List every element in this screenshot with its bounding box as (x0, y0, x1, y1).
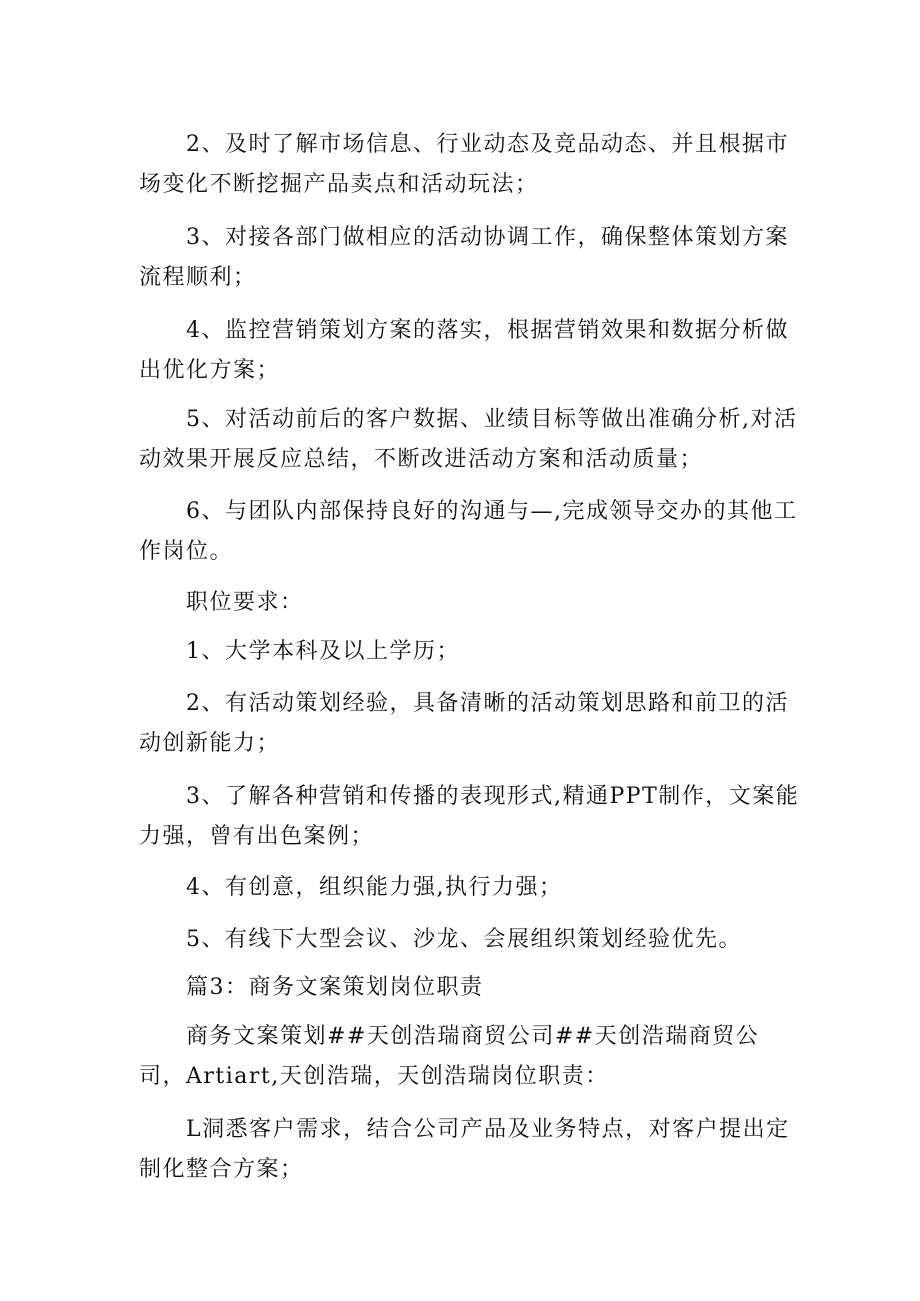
paragraph-duty-5 (139, 400, 798, 480)
paragraph-company (139, 1017, 789, 1097)
text-line: 司，Artiart,天创浩瑞，天创浩瑞岗位职责： (139, 1064, 609, 1089)
heading-job-requirements (139, 583, 789, 623)
text-line: 3、对接各部门做相应的活动协调工作，确保整体策划方案 (186, 225, 789, 250)
paragraph-req-3 (139, 777, 800, 857)
text-line: L洞悉客户需求，结合公司产品及业务特点，对客户提出定 (186, 1117, 790, 1142)
paragraph-req-5 (139, 920, 789, 960)
text-line: 1、大学本科及以上学历； (186, 639, 460, 664)
section-heading (139, 968, 789, 1008)
text-line: 出优化方案； (139, 358, 281, 383)
text-line: 3、了解各种营销和传播的表现形式,精通PPT制作，文案能 (186, 784, 800, 809)
paragraph-req-4 (139, 868, 789, 908)
text-line: 2、及时了解市场信息、行业动态及竞品动态、并且根据市 (186, 132, 789, 157)
paragraph-req-1 (139, 632, 789, 672)
paragraph-duty-3 (139, 218, 789, 298)
text-line: 流程顺利； (139, 265, 257, 290)
text-line: 4、监控营销策划方案的落实，根据营销效果和数据分析做 (186, 318, 789, 343)
text-line: 篇3：商务文案策划岗位职责 (186, 975, 484, 1000)
text-line: 制化整合方案； (139, 1157, 304, 1182)
text-line: 商务文案策划##天创浩瑞商贸公司##天创浩瑞商贸公 (186, 1024, 760, 1049)
text-line: 动创新能力； (139, 731, 281, 756)
text-line: 5、对活动前后的客户数据、业绩目标等做出准确分析,对活 (186, 407, 798, 432)
paragraph-duty-6 (139, 492, 798, 572)
text-line: 2、有活动策划经验，具备清晰的活动策划思路和前卫的活 (186, 691, 789, 716)
text-line: 力强，曾有出色案例； (139, 824, 375, 849)
text-line: 6、与团队内部保持良好的沟通与—,完成领导交办的其他工 (186, 499, 798, 524)
paragraph-req-2 (139, 684, 789, 764)
text-line: 5、有线下大型会议、沙龙、会展组织策划经验优先。 (186, 927, 742, 952)
paragraph-duty-4 (139, 311, 789, 391)
text-line: 职位要求： (186, 590, 304, 615)
text-line: 作岗位。 (139, 539, 234, 564)
paragraph-duty-l (139, 1110, 789, 1190)
text-line: 动效果开展反应总结，不断改进活动方案和活动质量； (139, 447, 704, 472)
text-line: 4、有创意，组织能力强,执行力强； (186, 875, 563, 900)
paragraph-duty-2 (139, 125, 789, 205)
text-line: 场变化不断挖掘产品卖点和活动玩法； (139, 172, 539, 197)
